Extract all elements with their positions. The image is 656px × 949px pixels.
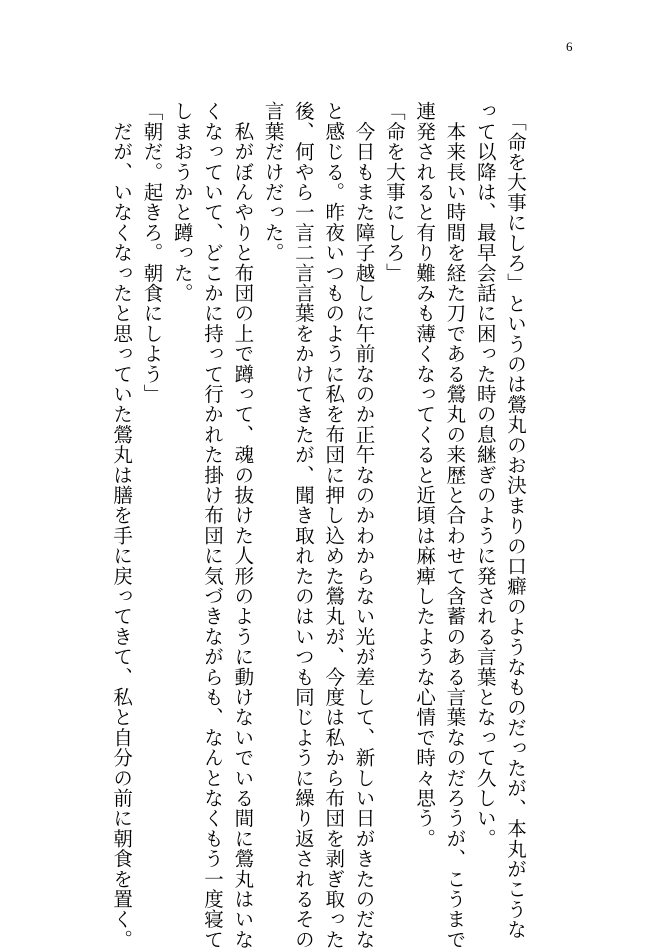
text-line: 連発されると有り難みも薄くなってくると近頃は麻痺したような心情で時々思う。: [413, 101, 437, 849]
text-line: だが、いなくなったと思っていた鶯丸は膳を手に戻ってきて、私と自分の前に朝食を置く。: [110, 101, 134, 949]
text-line: 「命を大事にしろ」というのは鶯丸のお決まりの口癖のようなものだったが、本丸がこうな: [504, 101, 527, 940]
text-line: 「朝だ。起きろ。朝食にしよう」: [140, 101, 164, 404]
text-line: 本来長い時間を経た刀である鶯丸の来歴と合わせて含蓄のある言葉なのだろうが、こうまで: [443, 101, 467, 949]
text-line: くなっていて、どこかに持って行かれた掛け布団に気づきながらも、なんとなくもう一度寝て: [201, 101, 225, 949]
text-line: 今日もまた障子越しに午前なのか正午なのかわからない光が差して、新しい日がきたのだな: [352, 101, 376, 949]
text-line: と感じる。昨夜いつものように私を布団に押し込めた鶯丸が、今度は私から布団を剥ぎ取った: [322, 101, 346, 949]
text-line: 「命を大事にしろ」: [382, 101, 406, 283]
body-text: [106, 101, 530, 949]
text-line: 私がぼんやりと布団の上で蹲って、魂の抜けた人形のように動けないでいる間に鶯丸はいな: [231, 101, 255, 949]
text-line: しまおうかと蹲った。: [170, 101, 194, 303]
text-line: 言葉だけだった。: [261, 101, 285, 263]
page-number: 6: [566, 39, 573, 54]
text-line: 後、何やら一言二言言葉をかけてきたが、聞き取れたのはいつも同じように繰り返されるその: [291, 101, 315, 949]
text-line: って以降は、最早会話に困った時の息継ぎのように発される言葉となって久しい。: [473, 101, 497, 849]
